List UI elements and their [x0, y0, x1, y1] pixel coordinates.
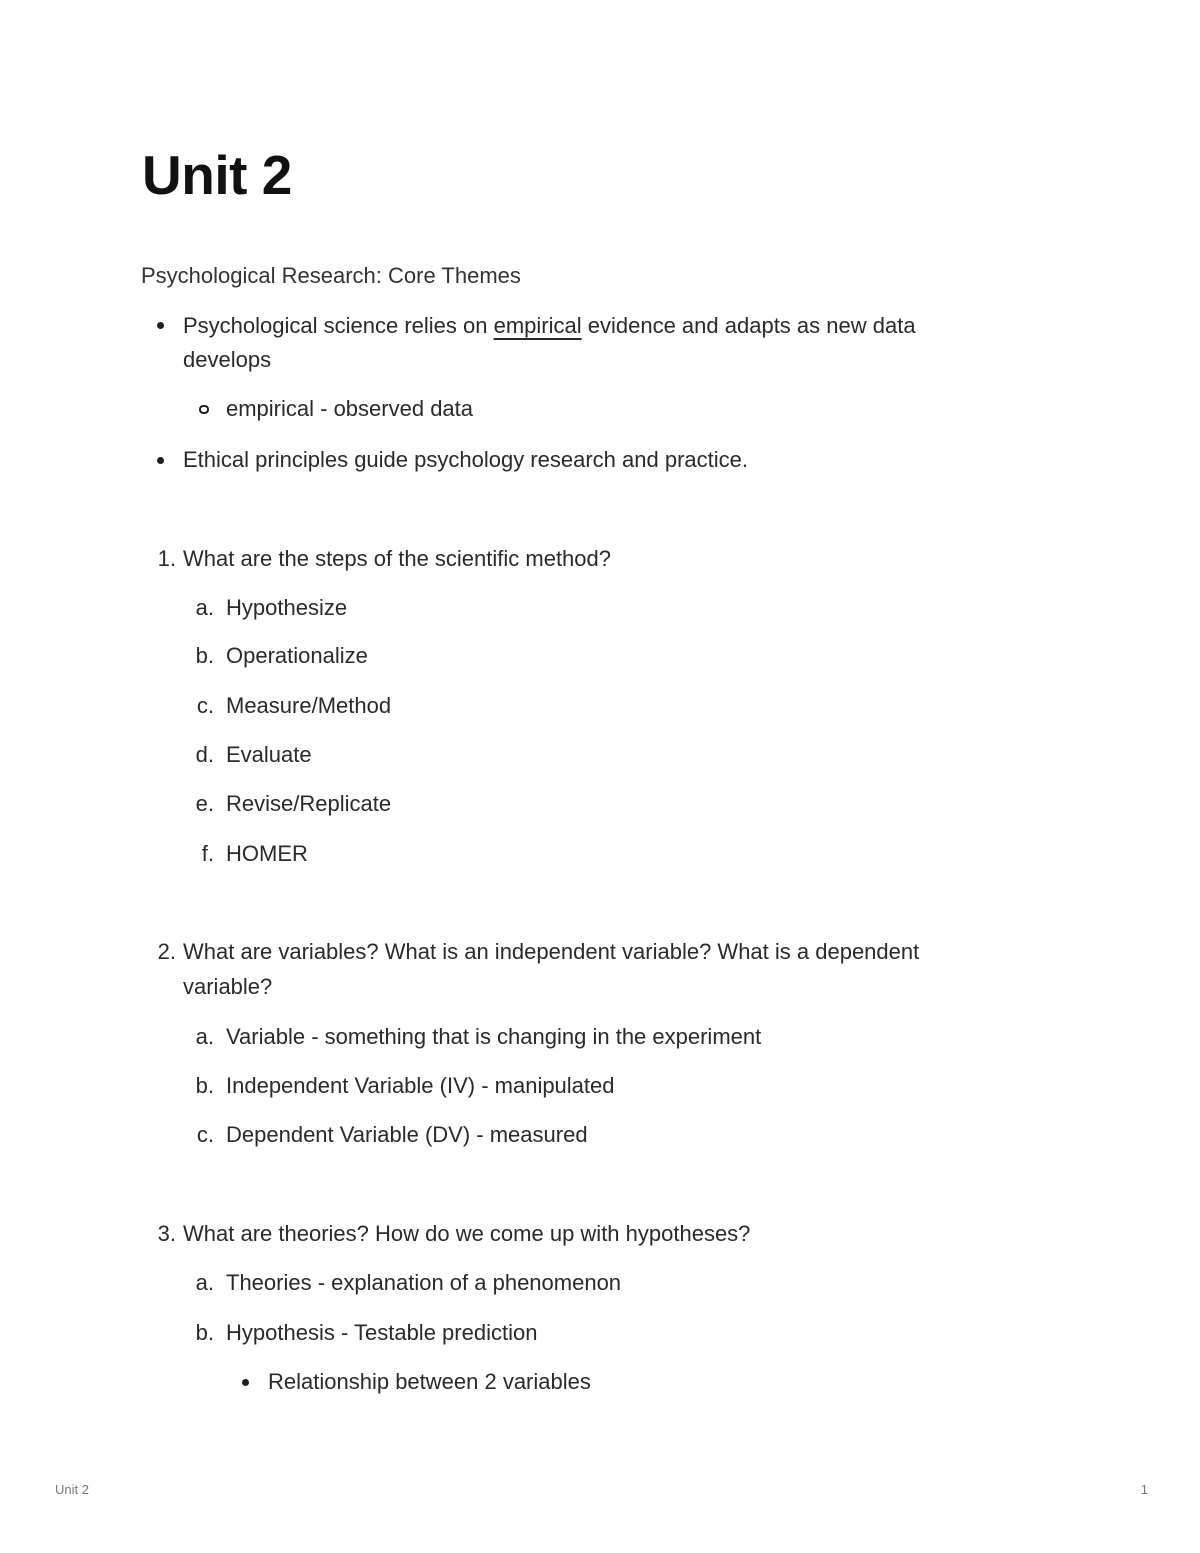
answer-item: Independent Variable (IV) - manipulated [226, 1073, 615, 1098]
question-number: 2. [157, 939, 176, 964]
footer-page-number: 1 [1140, 1482, 1148, 1497]
theme-item-text: Psychological science relies on [183, 313, 494, 338]
theme-item-1 [183, 309, 916, 343]
answer-marker: b. [195, 643, 214, 668]
theme-item-2: Ethical principles guide psychology research and practice. [183, 447, 748, 472]
question-number: 3. [157, 1221, 176, 1246]
answer-item: Hypothesis - Testable prediction [226, 1320, 538, 1345]
question-2: What are variables? What is an independent variable? What is a dependent [183, 939, 920, 964]
answer-item: Hypothesize [226, 595, 348, 620]
answer-item: Evaluate [226, 742, 312, 767]
section-heading: Psychological Research: Core Themes [141, 263, 521, 288]
answer-item: Variable - something that is changing in the experiment [226, 1024, 762, 1049]
answer-marker: b. [195, 1073, 214, 1098]
answer-item: Dependent Variable (DV) - measured [226, 1122, 588, 1147]
theme-item-1-continuation: develops [183, 347, 272, 372]
answer-item: Revise/Replicate [226, 791, 392, 816]
answer-item: Operationalize [226, 643, 368, 668]
answer-item: Theories - explanation of a phenomenon [226, 1270, 622, 1295]
answer-marker: a. [195, 1270, 214, 1295]
page-title: Unit 2 [142, 144, 292, 206]
answer-marker: b. [195, 1320, 214, 1345]
question-1: What are the steps of the scientific method? [183, 546, 612, 571]
question-2-continuation: variable? [183, 974, 273, 999]
answer-marker: c. [196, 1122, 214, 1147]
theme-subitem: empirical - observed data [226, 396, 474, 421]
answer-item: Measure/Method [226, 693, 392, 718]
answer-item: HOMER [226, 841, 308, 866]
answer-marker: a. [195, 1024, 214, 1049]
answer-marker: f. [201, 841, 214, 866]
theme-item-text: evidence and adapts as new data [581, 313, 916, 338]
bullet-disc-icon [157, 322, 164, 329]
question-number: 1. [157, 546, 176, 571]
answer-marker: a. [195, 595, 214, 620]
bullet-ring-icon [199, 405, 209, 414]
answer-marker: c. [196, 693, 214, 718]
bullet-disc-icon [157, 457, 164, 464]
answer-marker: e. [195, 791, 214, 816]
answer-subitem: Relationship between 2 variables [268, 1369, 591, 1394]
footer-doc-name: Unit 2 [55, 1482, 89, 1497]
question-3: What are theories? How do we come up with hypotheses? [183, 1221, 751, 1246]
empirical-term: empirical [493, 313, 582, 338]
bullet-disc-icon [242, 1379, 249, 1386]
answer-marker: d. [195, 742, 214, 767]
